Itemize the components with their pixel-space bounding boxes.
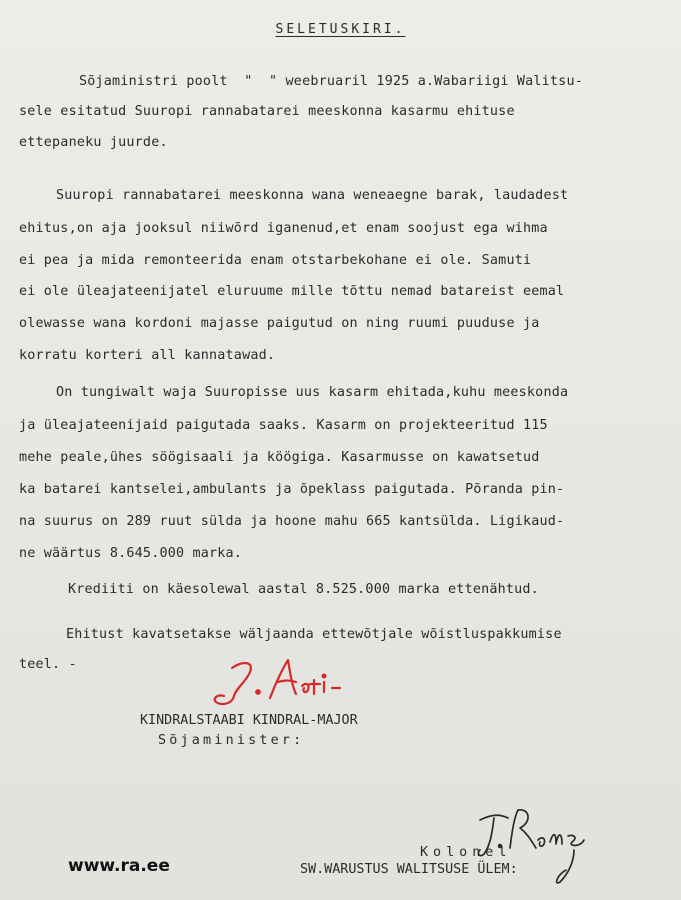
signatory-rank-2: Kolonel (420, 845, 512, 860)
body-line: mehe peale,ühes söögisaali ja köögiga. Kasarmusse on kawatsetud (19, 450, 540, 465)
signatory-position: Sõjaminister: (158, 733, 305, 748)
body-line: ne wäärtus 8.645.000 marka. (19, 546, 243, 561)
signatory-position-2: SW.WARUSTUS WALITSUSE ÜLEM: (300, 862, 518, 877)
body-line: Sõjaministri poolt " " weebruaril 1925 a.Wabariigi Walitsu- (79, 74, 583, 89)
body-line: ei ole üleajateenijatel eluruume mille tõttu nemad batareist eemal (19, 284, 565, 299)
body-line: Krediiti on käesolewal aastal 8.525.000 marka ettenähtud. (68, 582, 539, 597)
document-title: SELETUSKIRI. (275, 22, 406, 37)
body-line: ettepaneku juurde. (19, 135, 168, 150)
body-line: na suurus on 289 ruut sülda ja hoone mahu 665 kantsülda. Ligikaud- (19, 514, 565, 529)
body-line: ei pea ja mida remonteerida enam otstarbekohane ei ole. Samuti (19, 253, 532, 268)
body-line: teel. - (19, 657, 77, 672)
body-line: ka batarei kantselei,ambulants ja õpeklass paigutada. Põranda pin- (19, 482, 565, 497)
body-line: Suuropi rannabatarei meeskonna wana weneaegne barak, laudadest (56, 188, 569, 203)
body-line: korratu korteri all kannatawad. (19, 348, 276, 363)
body-line: ehitus,on aja jooksul niiwõrd iganenud,et enam soojust ega wihma (19, 221, 548, 236)
body-line: ja üleajateenijaid paigutada saaks. Kasarm on projekteeritud 115 (19, 418, 548, 433)
source-watermark: www.ra.ee (68, 856, 170, 876)
signatory-rank: KINDRALSTAABI KINDRAL-MAJOR (140, 713, 358, 728)
body-line: olewasse wana kordoni majasse paigutud on ning ruumi puuduse ja (19, 316, 540, 331)
body-line: Ehitust kavatsetakse wäljaanda ettewõtjale wõistluspakkumise (66, 627, 562, 642)
red-signature-icon (210, 652, 360, 710)
body-line: On tungiwalt waja Suuropisse uus kasarm ehitada,kuhu meeskonda (56, 385, 569, 400)
body-line: sele esitatud Suuropi rannabatarei meeskonna kasarmu ehituse (19, 104, 515, 119)
